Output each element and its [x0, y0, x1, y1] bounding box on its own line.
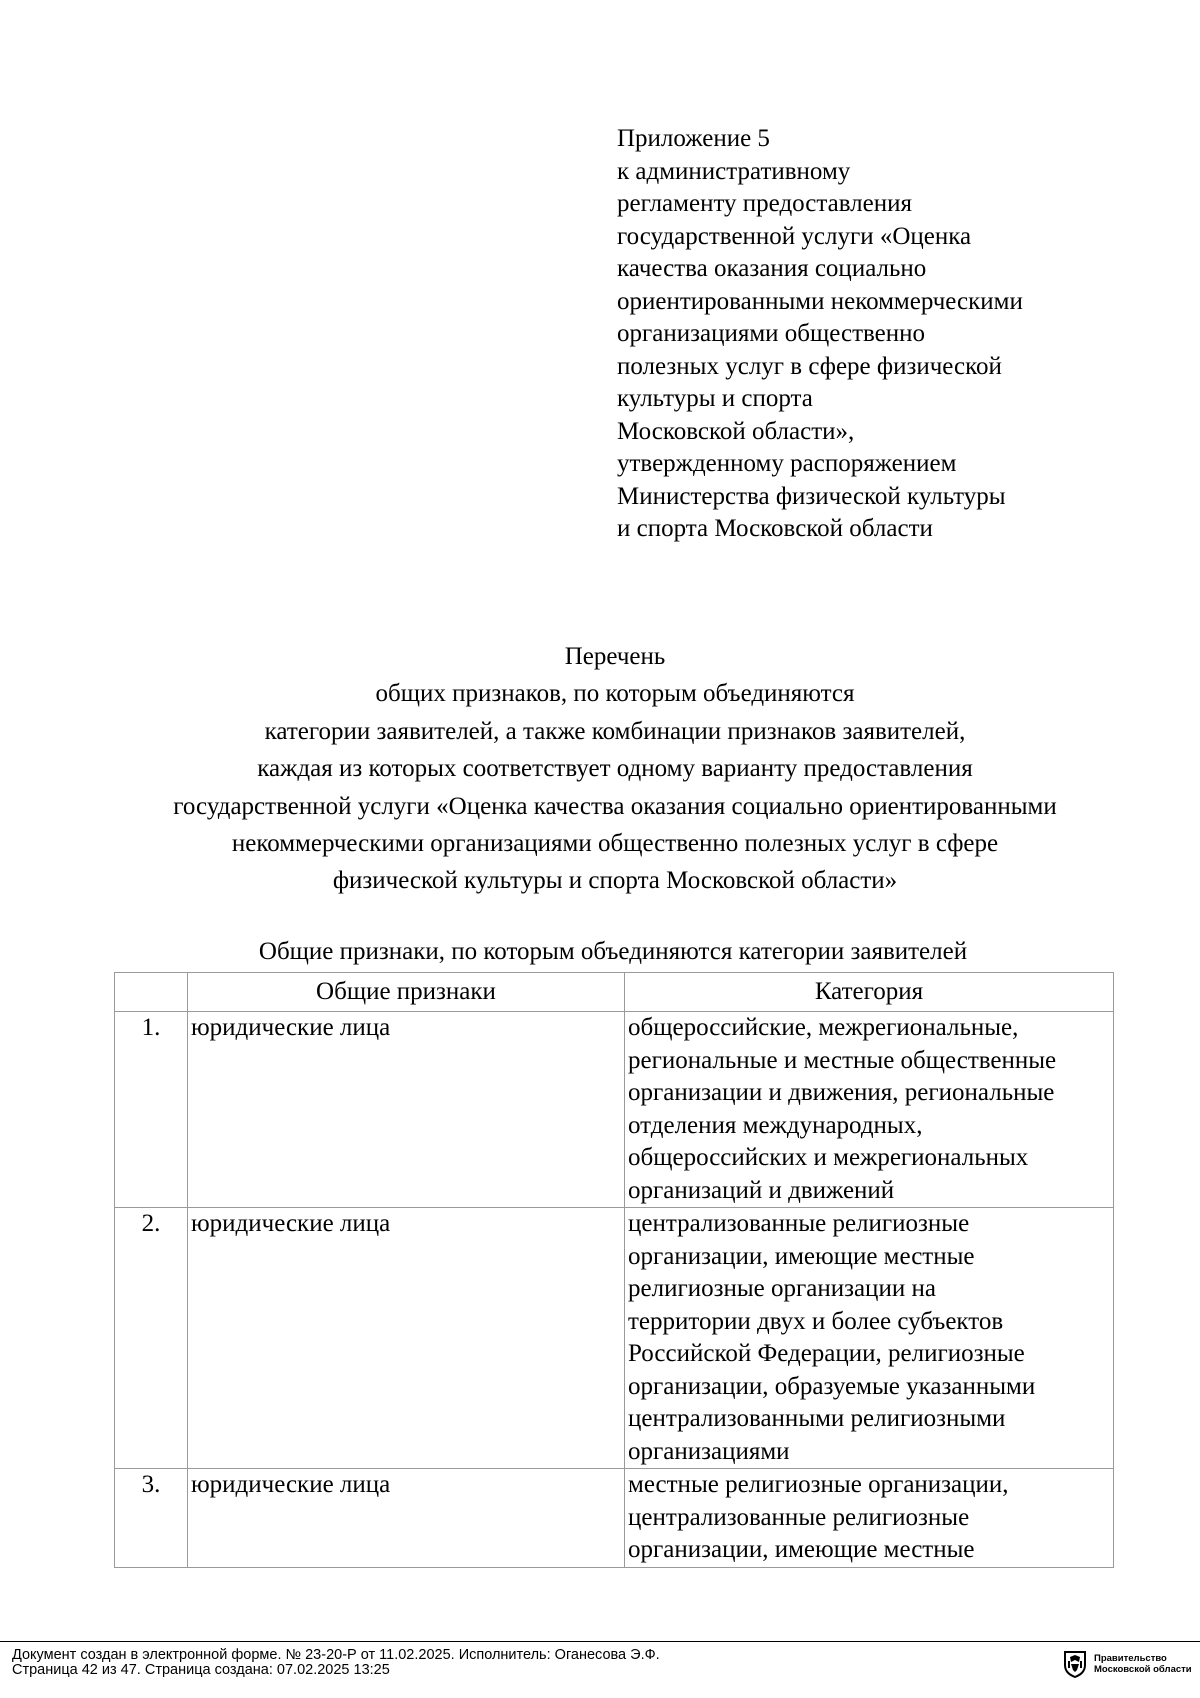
appendix-line: государственной услуги «Оценка [617, 222, 972, 250]
category-line: Российской Федерации, религиозные [628, 1340, 1025, 1367]
title-line: Перечень [564, 643, 666, 670]
category-line: отделения международных, [628, 1111, 923, 1139]
logo-text [1094, 1653, 1192, 1675]
category-line: региональные и местные общественные [628, 1046, 1057, 1074]
appendix-line: Министерства физической культуры [617, 482, 1006, 510]
category-line: организации, образуемые указанными [628, 1372, 1036, 1400]
category-line: местные религиозные организации, [628, 1471, 1009, 1498]
table-caption: Общие признаки, по которым объединяются категории заявителей [258, 938, 968, 965]
moscow-region-coat-of-arms-icon [1062, 1650, 1088, 1678]
header-category: Категория [625, 973, 1114, 1012]
footer-document-info [12, 1648, 660, 1678]
appendix-line: регламенту предоставления [617, 190, 913, 217]
row-number: 2. [115, 1208, 188, 1469]
row-number: 1. [115, 1012, 188, 1208]
appendix-line: ориентированными некоммерческими [617, 287, 1023, 315]
table-header-row [115, 973, 1114, 1012]
header-general-signs: Общие признаки [188, 973, 625, 1012]
table-row [115, 1469, 1114, 1568]
category-line: организации и движения, региональные [628, 1079, 1055, 1106]
row-general-sign: юридические лица [188, 1208, 625, 1469]
title-line: государственной услуги «Оценка качества оказания социально ориентированными [173, 792, 1057, 820]
document-title [60, 638, 1170, 900]
row-general-sign: юридические лица [188, 1012, 625, 1208]
appendix-line: культуры и спорта [617, 385, 813, 412]
appendix-line: и спорта Московской области [617, 515, 933, 542]
row-general-sign: юридические лица [188, 1469, 625, 1568]
footer-line-1: Документ создан в электронной форме. № 23-20-Р от 11.02.2025. Исполнитель: Оганесова Э.Ф. [12, 1647, 660, 1663]
category-line: общероссийских и межрегиональных [628, 1144, 1029, 1171]
table-row [115, 1012, 1114, 1208]
row-number: 3. [115, 1469, 188, 1568]
table-row [115, 1208, 1114, 1469]
appendix-line: качества оказания социально [617, 255, 927, 282]
header-number [115, 973, 188, 1012]
logo-text-line-2: Московской области [1094, 1664, 1192, 1675]
category-line: организации, имеющие местные [628, 1536, 975, 1563]
appendix-line: утвержденному распоряжением [617, 450, 957, 477]
title-line: некоммерческими организациями общественно полезных услуг в сфере [231, 830, 999, 858]
category-line: организациями [628, 1437, 790, 1465]
category-line: централизованные религиозные [628, 1210, 970, 1237]
row-category [625, 1012, 1114, 1208]
applicant-categories-table [114, 972, 1114, 1568]
logo-text-line-1: Правительство [1094, 1653, 1167, 1664]
appendix-line: организациями общественно [617, 320, 926, 347]
appendix-line: полезных услуг в сфере физической [617, 352, 1002, 380]
appendix-line: Московской области», [617, 417, 855, 445]
title-line: физической культуры и спорта Московской области» [332, 867, 898, 895]
category-line: централизованными религиозными [628, 1405, 1006, 1432]
appendix-line: к административному [617, 157, 851, 185]
category-line: организаций и движений [628, 1176, 895, 1204]
category-line: территории двух и более субъектов [628, 1307, 1004, 1335]
category-line: централизованные религиозные [628, 1503, 970, 1531]
category-line: организации, имеющие местные [628, 1242, 975, 1270]
title-line: каждая из которых соответствует одному варианту предоставления [257, 755, 973, 783]
appendix-line: Приложение 5 [617, 125, 770, 152]
title-line: категории заявителей, а также комбинации признаков заявителей, [264, 717, 966, 745]
appendix-header [617, 123, 1137, 546]
footer-line-2: Страница 42 из 47. Страница создана: 07.02.2025 13:25 [12, 1662, 390, 1678]
government-logo [1062, 1650, 1192, 1678]
title-line: общих признаков, по которым объединяются [375, 680, 855, 708]
row-category [625, 1469, 1114, 1568]
category-line: общероссийские, межрегиональные, [628, 1014, 1019, 1041]
category-line: религиозные организации на [628, 1275, 936, 1302]
row-category [625, 1208, 1114, 1469]
footer-divider [0, 1641, 1200, 1642]
